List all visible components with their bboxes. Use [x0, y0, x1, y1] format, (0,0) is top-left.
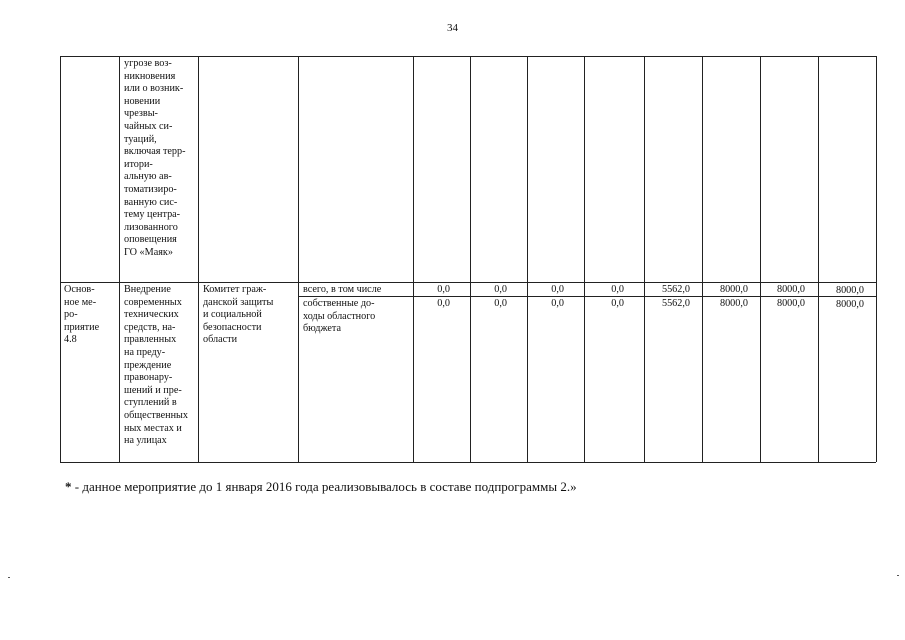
text-line: Внедрение [124, 284, 171, 295]
text-line: 4.8 [64, 334, 77, 346]
text-line: Основ- [64, 284, 95, 295]
text-line: технических [124, 309, 179, 321]
text-line: ных местах и [124, 422, 182, 434]
text-line: данской защиты [203, 296, 274, 308]
text-line: лизованного [124, 221, 178, 233]
table-bottom-border [60, 462, 876, 463]
scan-speck [897, 575, 899, 576]
scan-speck [8, 577, 10, 578]
value-cell: 0,0 [551, 298, 564, 309]
source-regional-label [303, 298, 375, 336]
text-line: ное ме- [64, 296, 97, 308]
text-line: бюджета [303, 323, 341, 335]
column-border [470, 56, 471, 462]
table-left-border [60, 56, 61, 462]
text-line: собственные до- [303, 298, 375, 309]
text-line: ступлений в [124, 397, 177, 409]
executor [203, 284, 273, 347]
value-cell: 0,0 [437, 284, 450, 295]
source-total-label [303, 284, 381, 297]
text-line: приятие [64, 321, 100, 333]
page-number: 34 [447, 22, 458, 34]
text-line: области [203, 334, 238, 346]
text-line: альную ав- [124, 171, 172, 183]
value-cell: 0,0 [551, 284, 564, 295]
text-line: оповещения [124, 234, 177, 246]
value-cell: 0,0 [611, 298, 624, 309]
text-line: томатизиро- [124, 183, 177, 195]
text-line: туаций, [124, 133, 157, 145]
text-line: тему центра- [124, 209, 181, 221]
text-line: на улицах [124, 435, 167, 447]
column-border [584, 56, 585, 462]
text-line: включая терр- [124, 146, 186, 158]
value-cell: 0,0 [437, 298, 450, 309]
column-border [119, 56, 120, 462]
text-line: преждение [124, 359, 172, 371]
text-line: новении [124, 95, 161, 107]
column-border [760, 56, 761, 462]
text-line: на преду- [124, 346, 166, 358]
table-top-border [60, 56, 876, 57]
column-border [644, 56, 645, 462]
value-cell: 0,0 [494, 284, 507, 295]
text-line: чайных си- [124, 120, 173, 132]
footnote-marker: * [65, 479, 72, 494]
continuation-text [124, 58, 186, 260]
measure-code [64, 284, 99, 347]
text-line: правонару- [124, 372, 173, 384]
text-line: безопасности [203, 321, 262, 333]
text-line: шений и пре- [124, 384, 182, 396]
value-cell: 5562,0 [661, 284, 690, 295]
text-line: или о возник- [124, 83, 184, 95]
text-line: средств, на- [124, 321, 176, 333]
column-border [198, 56, 199, 462]
text-line: ГО «Маяк» [124, 246, 173, 258]
footnote-text: - данное мероприятие до 1 января 2016 года реализовывалось в составе подпрограммы 2.» [71, 479, 577, 494]
text-line: ро- [64, 309, 78, 321]
text-line: чрезвы- [124, 108, 158, 120]
text-line: всего, в том числе [303, 284, 382, 295]
column-border [413, 56, 414, 462]
text-line: ходы областного [303, 310, 376, 322]
text-line: угрозе воз- [124, 58, 172, 69]
value-cell: 0,0 [611, 284, 624, 295]
text-line: никновения [124, 70, 176, 82]
value-cell: 8000,0 [719, 298, 748, 309]
value-cell: 8000,0 [835, 285, 864, 296]
value-cell: 8000,0 [776, 284, 805, 295]
value-cell: 8000,0 [776, 298, 805, 309]
footnote [65, 479, 577, 495]
text-line: правленных [124, 334, 177, 346]
value-cell: 8000,0 [835, 299, 864, 310]
text-line: современных [124, 296, 182, 308]
text-line: ванную сис- [124, 196, 178, 208]
text-line: общественных [124, 409, 188, 421]
column-border [702, 56, 703, 462]
source-separator [298, 296, 876, 297]
value-cell: 0,0 [494, 298, 507, 309]
column-border [818, 56, 819, 462]
table-right-border [876, 56, 877, 462]
measure-name [124, 284, 188, 448]
value-cell: 8000,0 [719, 284, 748, 295]
text-line: итори- [124, 158, 153, 170]
column-border [527, 56, 528, 462]
text-line: Комитет граж- [203, 284, 267, 295]
value-cell: 5562,0 [661, 298, 690, 309]
text-line: и социальной [203, 309, 262, 321]
row-separator [60, 282, 876, 283]
column-border [298, 56, 299, 462]
